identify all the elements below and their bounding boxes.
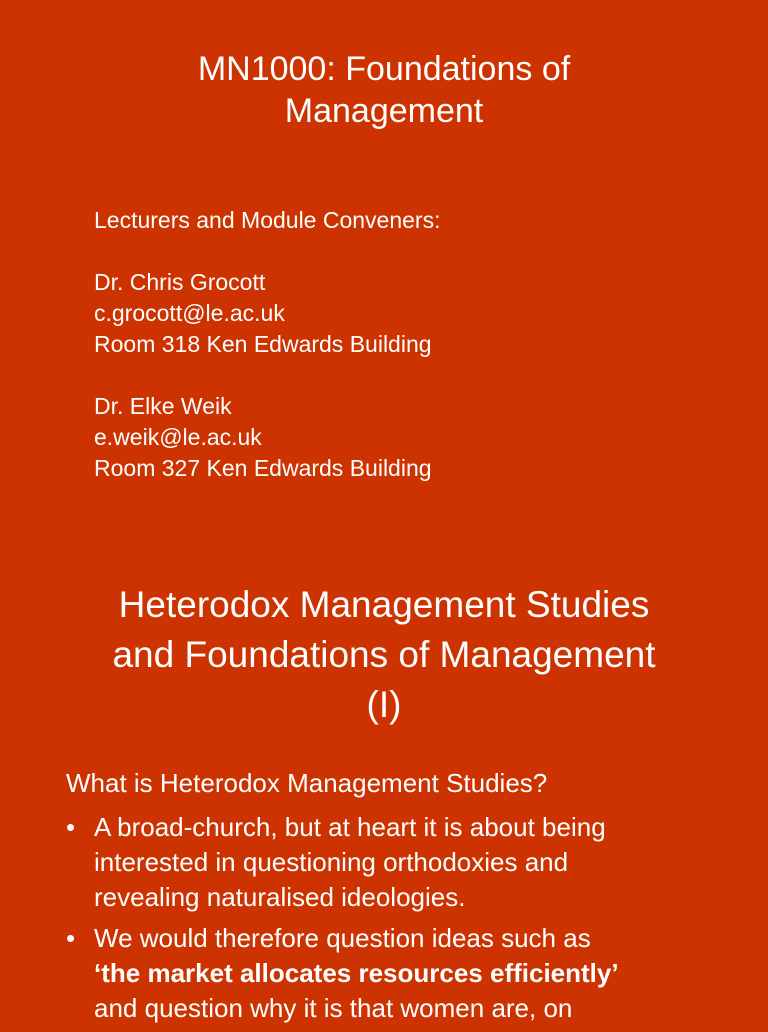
quote-close: ’ <box>611 958 619 988</box>
lecturer-name: Dr. Chris Grocott <box>94 269 266 295</box>
slide-title <box>0 48 768 132</box>
bullet-list <box>66 810 746 1032</box>
section-title <box>0 580 768 730</box>
bullet-item <box>66 921 746 1026</box>
lecturer-room: Room 318 Ken Edwards Building <box>94 331 432 357</box>
lecturer-email: c.grocott@le.ac.uk <box>94 300 285 326</box>
bullet-line: and question why it is that women are, on <box>94 993 573 1023</box>
quote-text: the market allocates resources efficiently <box>101 958 612 988</box>
question-heading: What is Heterodox Management Studies? <box>66 768 548 798</box>
spacer <box>94 360 440 391</box>
bullet-line: revealing naturalised ideologies. <box>94 882 466 912</box>
bullet-line: We would therefore question ideas such as <box>94 923 591 953</box>
lecturer-email: e.weik@le.ac.uk <box>94 424 262 450</box>
section-title-line: and Foundations of Management <box>112 634 656 675</box>
lecturers-heading: Lecturers and Module Conveners: <box>94 207 441 233</box>
quote-open: ‘ <box>94 958 102 988</box>
spacer <box>94 236 440 267</box>
bullet-line-quote <box>94 956 746 991</box>
bullet-item <box>66 810 746 915</box>
bullet-line: interested in questioning orthodoxies and <box>94 847 569 877</box>
lecturer-name: Dr. Elke Weik <box>94 393 232 419</box>
lecturer-room: Room 327 Ken Edwards Building <box>94 455 432 481</box>
slide-title-line: MN1000: Foundations of <box>197 50 571 88</box>
section-title-line: (I) <box>366 684 402 725</box>
slide-title-line: Management <box>284 92 484 130</box>
bullet-icon: • <box>66 923 76 953</box>
lecturers-block <box>94 205 440 484</box>
bullet-icon: • <box>66 812 76 842</box>
bullet-line: A broad-church, but at heart it is about being <box>94 812 606 842</box>
section-title-line: Heterodox Management Studies <box>118 584 650 625</box>
